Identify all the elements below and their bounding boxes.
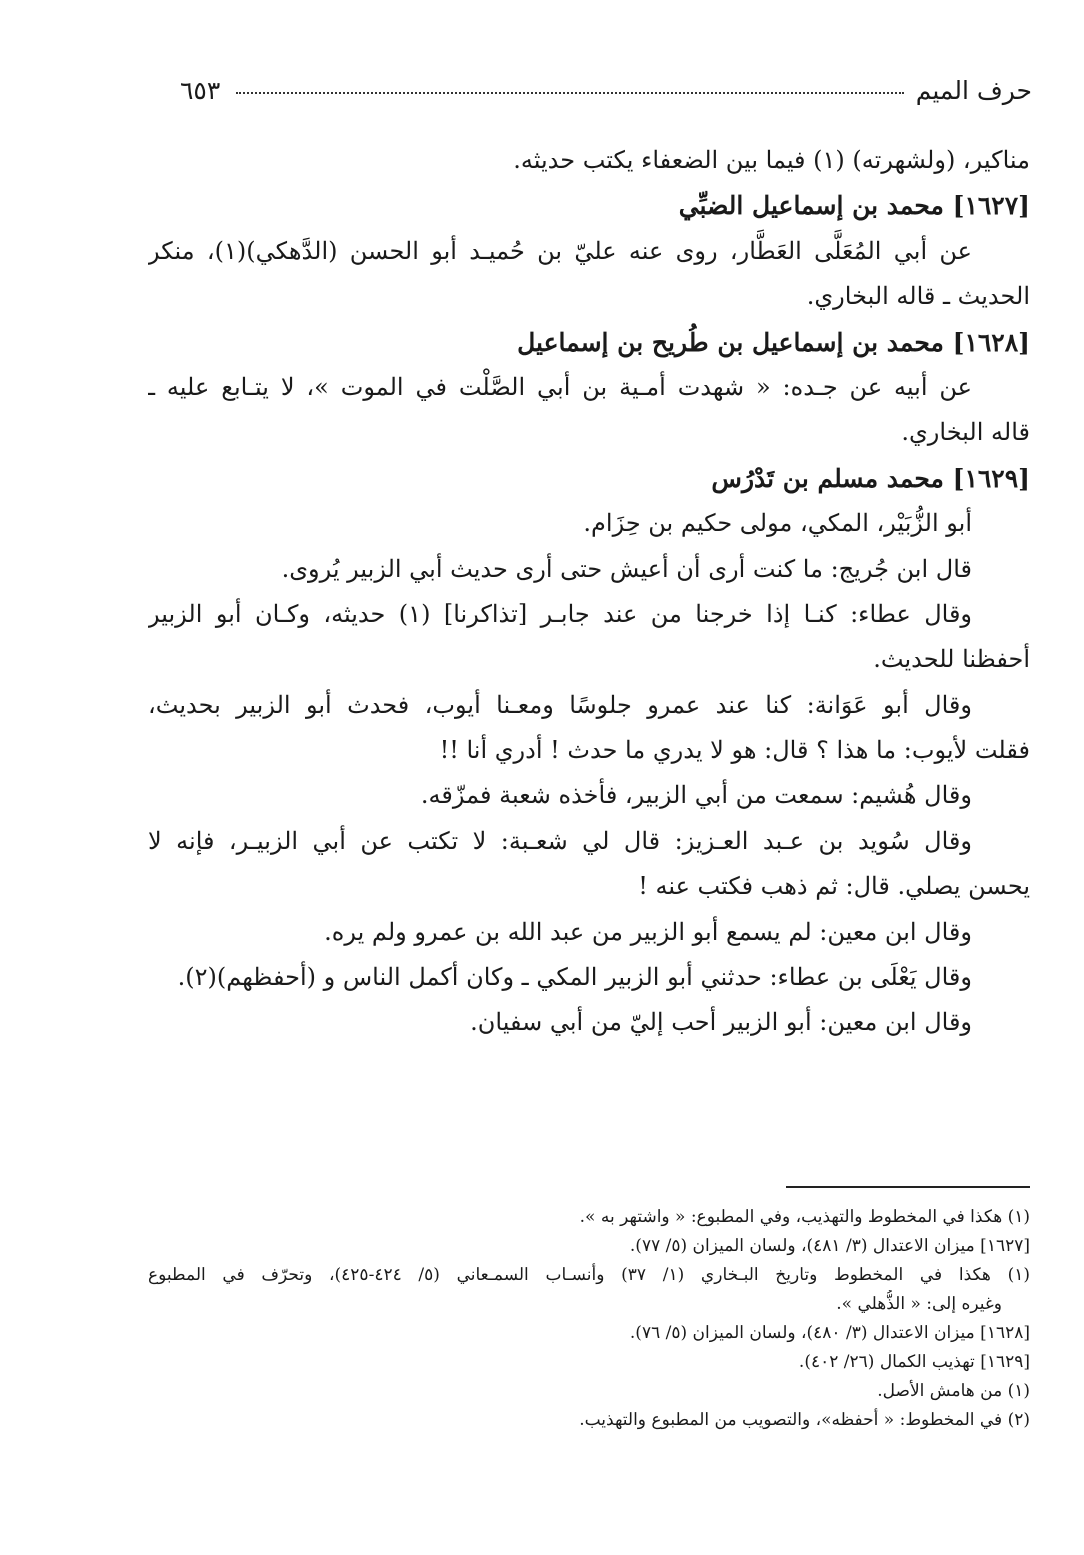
text-line: عن أبيه عن جـده: « شهدت أمـية بن أبي الصَّلْت في الموت »، لا يتـابع عليه ـ xyxy=(148,372,972,401)
entry-heading-1627: [١٦٢٧] محمد بن إسماعيل الضبِّي xyxy=(678,191,1030,221)
footnote-line: (١) هكذا في المخطوط وتاريخ البـخاري (١/ ٣٧) وأنسـاب السمـعاني (٥/ ٤٢٤-٤٢٥)، وتحرّف في المطبوع xyxy=(148,1265,1030,1285)
text-line: فقلت لأيوب: ما هذا ؟ قال: هو لا يدري ما حدث ! أدري أنا !! xyxy=(439,736,1030,765)
footnotes xyxy=(148,1203,1030,1435)
text-line: وقال ابن معين: لم يسمع أبو الزبير من عبد الله بن عمرو ولم يره. xyxy=(324,917,972,946)
text-line: الحديث ـ قاله البخاري. xyxy=(806,282,1030,311)
footnote-separator xyxy=(786,1186,1030,1188)
footnote-line: [١٦٢٨] ميزان الاعتدال (٣/ ٤٨٠)، ولسان الميزان (٥/ ٧٦). xyxy=(629,1323,1030,1343)
text-line: وقال عطاء: كنـا إذا خرجنا من عند جابـر [تذاكرنا] (١) حديثه، وكـان أبو الزبير xyxy=(148,599,973,628)
entry-heading-1628: [١٦٢٨] محمد بن إسماعيل بن طُريح بن إسماعيل xyxy=(517,327,1030,357)
running-title: حرف الميم xyxy=(915,75,1032,105)
text-line: أحفظنا للحديث. xyxy=(873,645,1030,674)
page-number: ٦٥٣ xyxy=(180,75,221,105)
main-text xyxy=(148,138,1030,1046)
footnote-line: وغيره إلى: « الذُّهلي ». xyxy=(836,1294,1002,1314)
text-line: قال ابن جُريج: ما كنت أرى أن أعيش حتى أرى حديث أبي الزبير يُروى. xyxy=(281,554,972,583)
text-line: يحسن يصلي. قال: ثم ذهب فكتب عنه ! xyxy=(638,872,1030,901)
text-line: وقال أبو عَوَانة: كنا عند عمرو جلوسًا ومعـنا أيوب، فحدث أبو الزبير بحديث، xyxy=(148,690,972,719)
running-header xyxy=(180,70,1032,110)
text-line: وقال سُويد بن عـبد العـزيز: قال لي شعـبة: لا تكتب عن أبي الزبيـر، فإنه لا xyxy=(148,826,972,855)
text-line: وقال هُشيم: سمعت من أبي الزبير، فأخذه شعبة فمزّقه. xyxy=(420,781,972,810)
footnote-line: [١٦٢٧] ميزان الاعتدال (٣/ ٤٨١)، ولسان الميزان (٥/ ٧٧). xyxy=(629,1236,1030,1256)
footnote-line: (١) هكذا في المخطوط والتهذيب، وفي المطبوع: « واشتهر به ». xyxy=(579,1207,1030,1227)
text-line: قاله البخاري. xyxy=(901,418,1030,447)
text-line: أبو الزُّبَيْر، المكي، مولى حكيم بن حِزَام. xyxy=(583,509,972,538)
header-dotted-rule xyxy=(236,92,903,94)
footnote-line: (٢) في المخطوط: « أحفظه»، والتصويب من المطبوع والتهذيب. xyxy=(579,1410,1030,1430)
text-line: وقال ابن معين: أبو الزبير أحب إليّ من أبي سفيان. xyxy=(470,1008,972,1037)
footnote-line: [١٦٢٩] تهذيب الكمال (٢٦/ ٤٠٢). xyxy=(798,1352,1030,1372)
text-line: وقال يَعْلَى بن عطاء: حدثني أبو الزبير المكي ـ وكان أكمل الناس و (أحفظهم)(٢). xyxy=(177,963,972,992)
text-line: عن أبي المُعَلَّى العَطَّار، روى عنه عليّ بن حُميـد أبو الحسن (الدَّهكي)(١)، منكر xyxy=(148,236,972,265)
footnote-line: (١) من هامش الأصل. xyxy=(877,1381,1030,1401)
text-line: مناكير، (ولشهرته) (١) فيما بين الضعفاء يكتب حديثه. xyxy=(513,146,1030,174)
entry-heading-1629: [١٦٢٩] محمد مسلم بن تَدْرُس xyxy=(711,463,1030,493)
